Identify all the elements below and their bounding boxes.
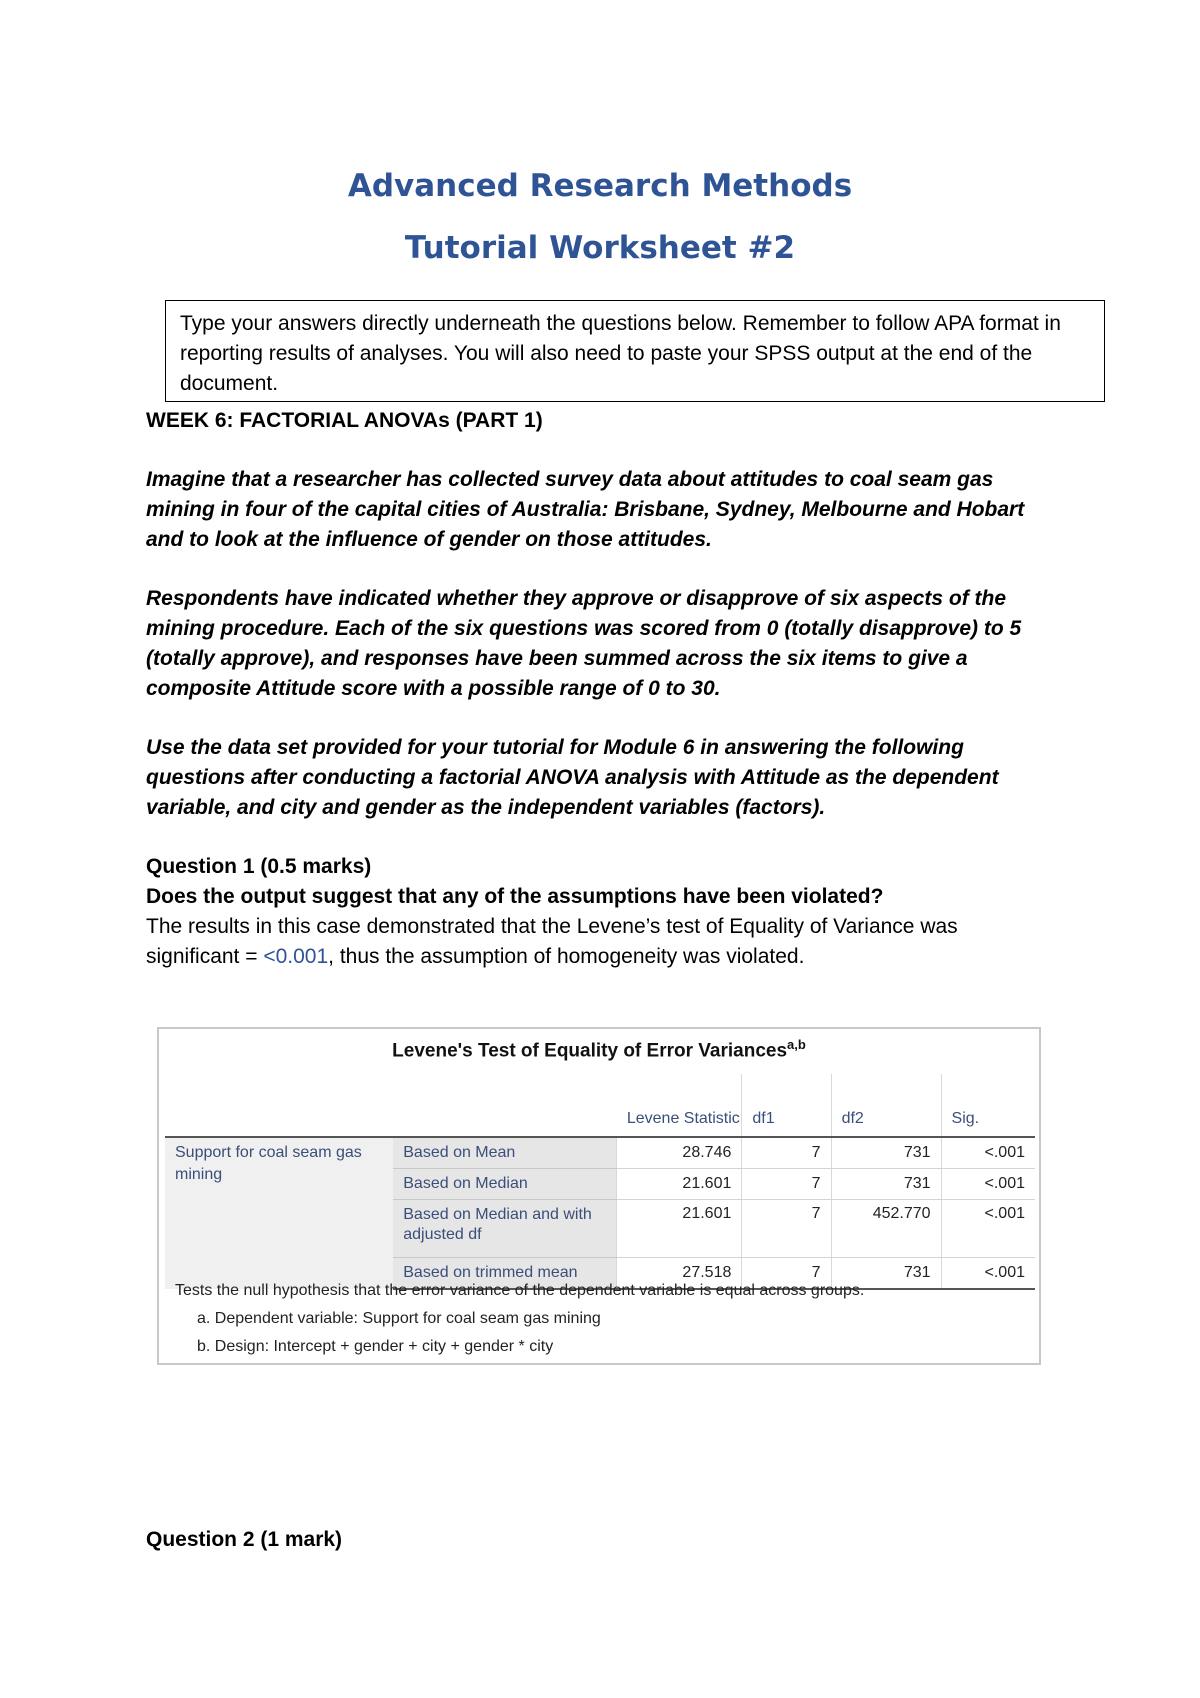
document-subtitle: Tutorial Worksheet #2 xyxy=(404,230,796,266)
scenario-paragraph: Imagine that a researcher has collected survey data about attitudes to coal seam gas mining in four of the capital cities of Australia: Brisbane, Sydney, Melbourne and Hobart and to look at the influence of gender on those attitudes. xyxy=(146,468,1025,551)
question-1-text: Does the output suggest that any of the assumptions have been violated? xyxy=(146,885,884,908)
spss-output-levene xyxy=(157,1027,1041,1365)
document-title: Advanced Research Methods xyxy=(347,168,853,204)
table-row: Support for coal seam gas mining Based on Mean 28.746 7 731 <.001 xyxy=(165,1137,1035,1169)
col-sig: Sig. xyxy=(941,1074,1035,1137)
scoring-paragraph: Respondents have indicated whether they approve or disapprove of six aspects of the mining procedure. Each of the six questions was scored from 0 (totally disapprove) to 5 (totally approve), and responses have been summed across the six items to give a composite Attitude score with a possible range of 0 to 30. xyxy=(146,587,1022,700)
instructions-box: Type your answers directly underneath the questions below. Remember to follow APA format in reporting results of analyses. You will also need to paste your SPSS output at the end of the document. xyxy=(165,300,1105,402)
section-heading: WEEK 6: FACTORIAL ANOVAs (PART 1) xyxy=(146,409,543,432)
question-1-heading: Question 1 (0.5 marks) xyxy=(146,855,372,878)
question-2-heading: Question 2 (1 mark) xyxy=(146,1528,343,1551)
table-row: Based on trimmed mean 27.518 7 731 <.001 xyxy=(165,1258,1035,1290)
significance-value: <0.001 xyxy=(263,945,329,968)
footnote-main: Tests the null hypothesis that the error variance of the dependent variable is equal across groups. xyxy=(175,1282,865,1299)
question-1-answer: The results in this case demonstrated that the Levene’s test of Equality of Variance was significant = <0.001, thus the assumption of homogeneity was violated. xyxy=(146,915,958,968)
col-df1: df1 xyxy=(742,1074,831,1137)
dependent-variable-label: Support for coal seam gas mining xyxy=(165,1137,393,1289)
task-paragraph: Use the data set provided for your tutorial for Module 6 in answering the following questions after conducting a factorial ANOVA analysis with Attitude as the dependent variable, and city and gender as the independent variables (factors). xyxy=(146,736,999,819)
footnote-a: a. Dependent variable: Support for coal seam gas mining xyxy=(197,1310,601,1327)
table-row: Based on Median and with adjusted df 21.601 7 452.770 <.001 xyxy=(165,1200,1035,1258)
spss-table-title: Levene's Test of Equality of Error Variances$^{a,b}$ xyxy=(392,1037,806,1062)
col-levene-statistic: Levene Statistic xyxy=(617,1074,742,1137)
col-df2: df2 xyxy=(831,1074,941,1137)
footnote-b: b. Design: Intercept + gender + city + gender * city xyxy=(197,1338,554,1355)
table-row: Based on Median 21.601 7 731 <.001 xyxy=(165,1169,1035,1200)
worksheet-body xyxy=(146,406,1046,972)
levene-table xyxy=(165,1074,1035,1290)
